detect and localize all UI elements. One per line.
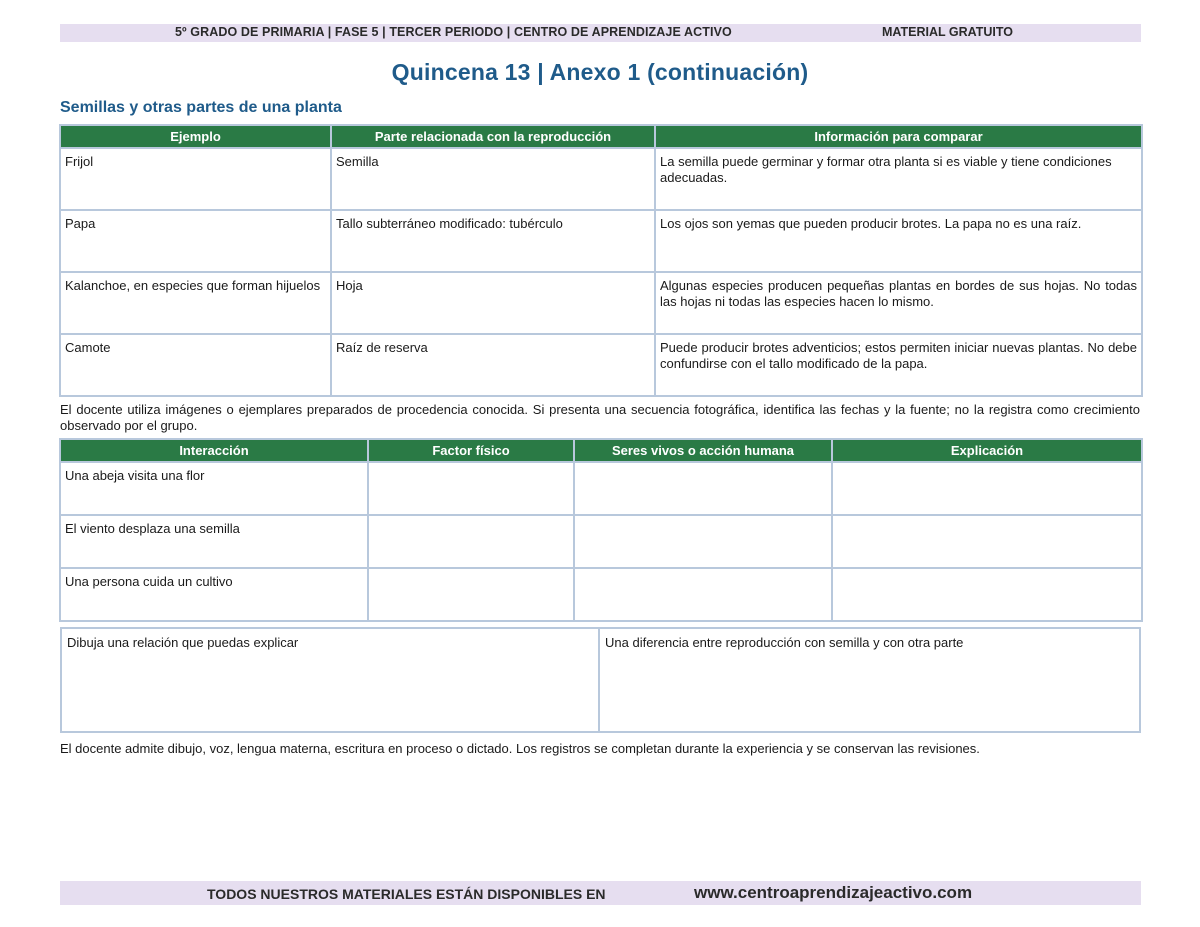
answer-cell[interactable]: [832, 462, 1142, 515]
table-cell: Algunas especies producen pequeñas plantas en bordes de sus hojas. No todas las hojas ni todas las especies hacen lo mismo.: [655, 272, 1142, 334]
table-cell: Hoja: [331, 272, 655, 334]
answer-cell[interactable]: [574, 568, 832, 621]
table-row: [60, 515, 1142, 568]
teacher-note-images: El docente utiliza imágenes o ejemplares preparados de procedencia conocida. Si presenta una secuencia fotográfica, identifica las fechas y la fuente; no la registra como crecimiento observado por el grupo.: [60, 402, 1140, 433]
draw-relation-label: Dibuja una relación que puedas explicar: [67, 635, 299, 650]
table-cell: Camote: [60, 334, 331, 396]
header-band: [60, 24, 1141, 42]
section-title: Semillas y otras partes de una planta: [60, 99, 342, 116]
answer-cell[interactable]: [832, 515, 1142, 568]
column-header: Información para comparar: [655, 125, 1142, 148]
answer-cell[interactable]: [368, 515, 574, 568]
column-header: Factor físico: [368, 439, 574, 462]
footer-url-link[interactable]: www.centroaprendizajeactivo.com: [694, 883, 973, 902]
table-cell: Raíz de reserva: [331, 334, 655, 396]
column-header: Seres vivos o acción humana: [574, 439, 832, 462]
table-cell: La semilla puede germinar y formar otra planta si es viable y tiene condiciones adecuadas.: [655, 148, 1142, 210]
table-cell: Frijol: [60, 148, 331, 210]
table-cell: Papa: [60, 210, 331, 272]
table-header-row: [60, 125, 1142, 148]
interactions-table: [59, 438, 1143, 622]
column-header: Parte relacionada con la reproducción: [331, 125, 655, 148]
table-cell: Kalanchoe, en especies que forman hijuelos: [60, 272, 331, 334]
answer-cell[interactable]: [574, 515, 832, 568]
table-row: [60, 334, 1142, 396]
answer-cell[interactable]: [368, 568, 574, 621]
answer-cell[interactable]: [832, 568, 1142, 621]
header-band-free-material: MATERIAL GRATUITO: [882, 25, 1014, 39]
table-row: [60, 272, 1142, 334]
footer-band: [60, 881, 1141, 905]
column-header: Explicación: [832, 439, 1142, 462]
answer-cell[interactable]: [574, 462, 832, 515]
plant-parts-table: [59, 124, 1143, 397]
table-cell: Una persona cuida un cultivo: [60, 568, 368, 621]
table-cell: El viento desplaza una semilla: [60, 515, 368, 568]
table-row: [60, 462, 1142, 515]
table-row: [60, 210, 1142, 272]
table-cell: Puede producir brotes adventicios; estos permiten iniciar nuevas plantas. No debe confundirse con el tallo modificado de la papa.: [655, 334, 1142, 396]
answer-cell[interactable]: [368, 462, 574, 515]
table-cell: Los ojos son yemas que pueden producir brotes. La papa no es una raíz.: [655, 210, 1142, 272]
reproduction-difference-label: Una diferencia entre reproducción con semilla y con otra parte: [605, 635, 964, 650]
draw-relation-box[interactable]: [60, 627, 600, 733]
table-row: [60, 568, 1142, 621]
table-cell: Semilla: [331, 148, 655, 210]
column-header: Ejemplo: [60, 125, 331, 148]
table-row: [60, 148, 1142, 210]
footer-label: TODOS NUESTROS MATERIALES ESTÁN DISPONIBLES EN: [207, 886, 606, 902]
header-band-info: 5º GRADO DE PRIMARIA | FASE 5 | TERCER PERIODO | CENTRO DE APRENDIZAJE ACTIVO: [175, 25, 732, 39]
reproduction-difference-box[interactable]: [598, 627, 1141, 733]
teacher-note-records: El docente admite dibujo, voz, lengua materna, escritura en proceso o dictado. Los registros se completan durante la experiencia y se conservan las revisiones.: [60, 741, 980, 756]
table-cell: Tallo subterráneo modificado: tubérculo: [331, 210, 655, 272]
page-title: Quincena 13 | Anexo 1 (continuación): [391, 59, 809, 85]
column-header: Interacción: [60, 439, 368, 462]
table-cell: Una abeja visita una flor: [60, 462, 368, 515]
table-header-row: [60, 439, 1142, 462]
